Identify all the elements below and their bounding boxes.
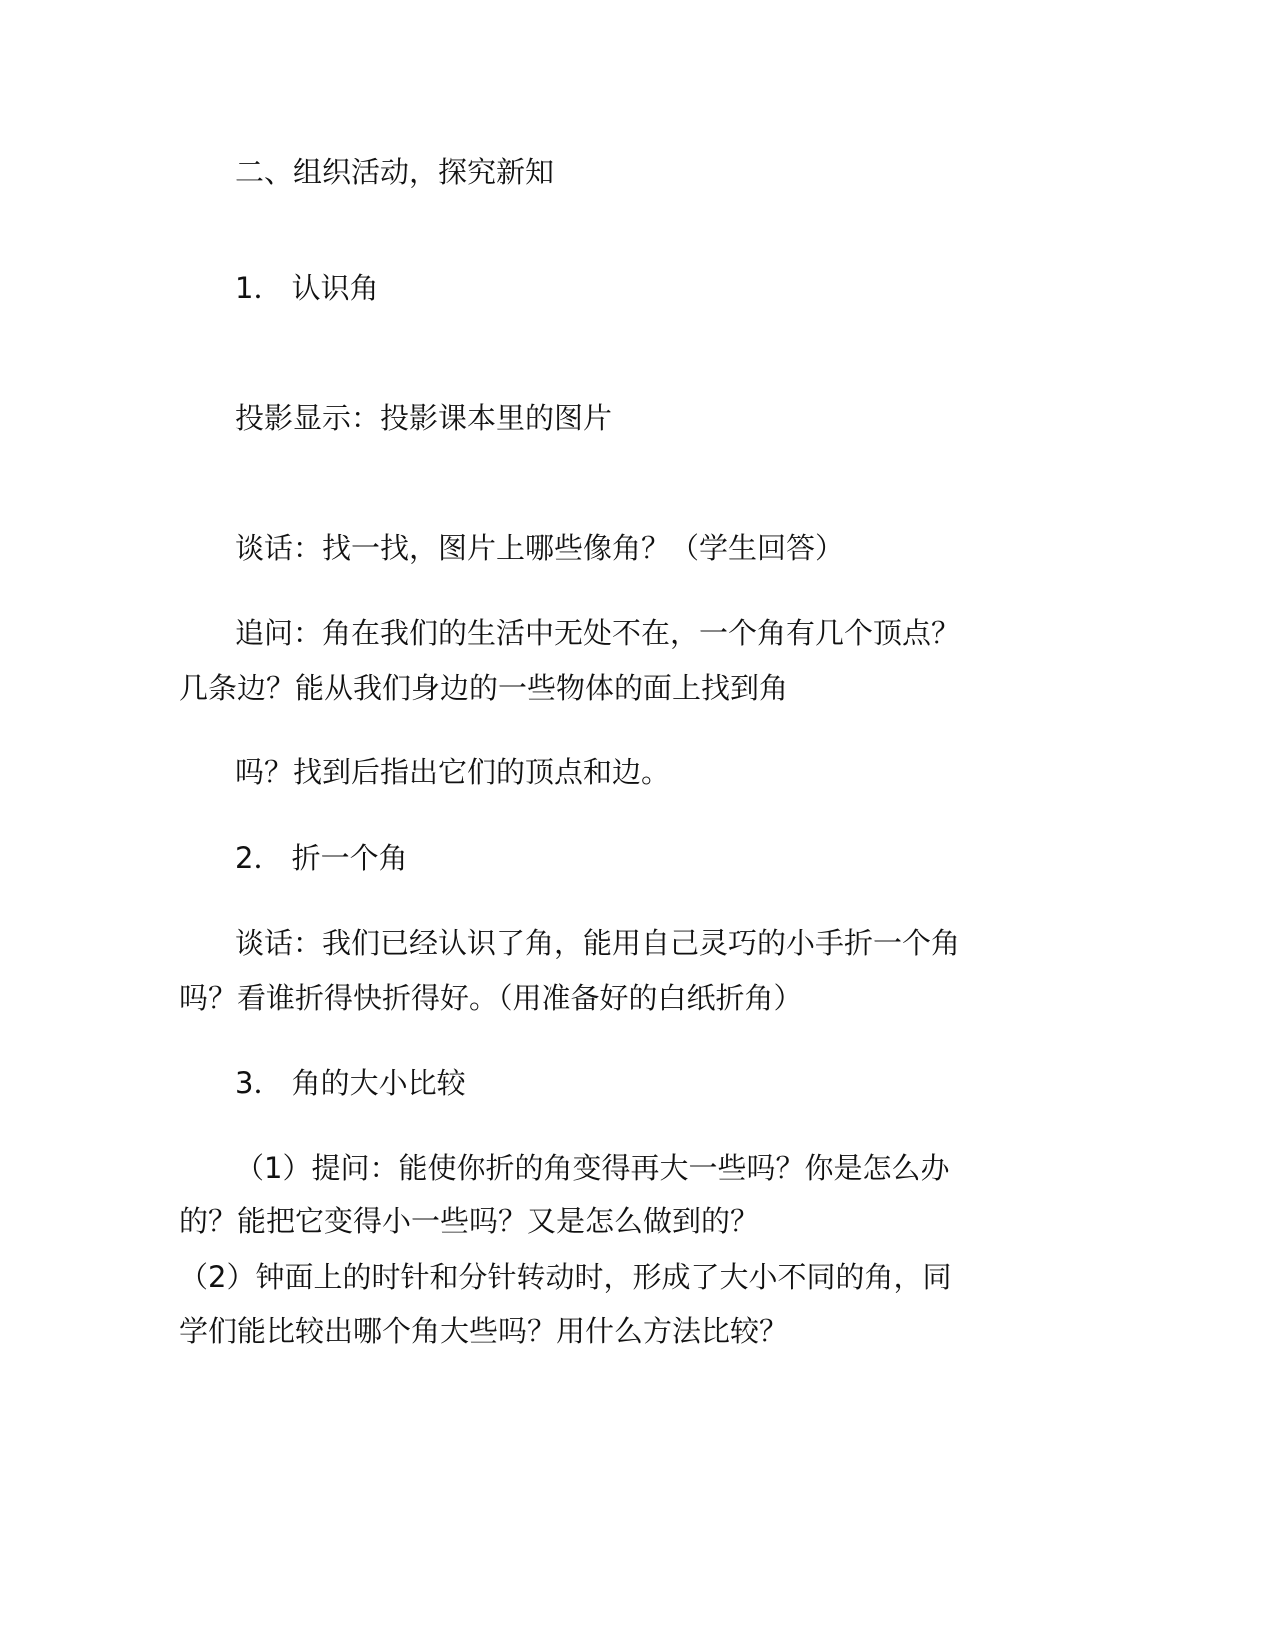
talk-1-text: 谈话：找一找，图片上哪些像角？（学生回答） <box>235 531 845 565</box>
projection-text: 投影显示：投影课本里的图片 <box>235 401 613 435</box>
talk-2-line-1: 谈话：我们已经认识了角，能用自己灵巧的小手折一个角 <box>235 926 961 960</box>
item-3-title: 3． 角的大小比较 <box>235 1066 466 1100</box>
item-2-title: 2． 折一个角 <box>235 841 408 875</box>
section-heading: 二、组织活动，探究新知 <box>235 155 555 189</box>
followup-line-3: 吗？找到后指出它们的顶点和边。 <box>235 755 671 789</box>
item-1-title: 1． 认识角 <box>235 271 379 305</box>
question-1-line-1: （1）提问：能使你折的角变得再大一些吗？你是怎么办 <box>235 1151 950 1185</box>
followup-line-2: 几条边？能从我们身边的一些物体的面上找到角 <box>179 671 789 705</box>
talk-2-line-2: 吗？看谁折得快折得好。（用准备好的白纸折角） <box>179 981 803 1015</box>
question-2-line-2: 学们能比较出哪个角大些吗？用什么方法比较？ <box>179 1314 789 1348</box>
question-2-line-1: （2）钟面上的时针和分针转动时，形成了大小不同的角，同 <box>179 1260 952 1294</box>
followup-line-1: 追问：角在我们的生活中无处不在，一个角有几个顶点？ <box>235 616 961 650</box>
question-1-line-2: 的？能把它变得小一些吗？又是怎么做到的？ <box>179 1204 760 1238</box>
